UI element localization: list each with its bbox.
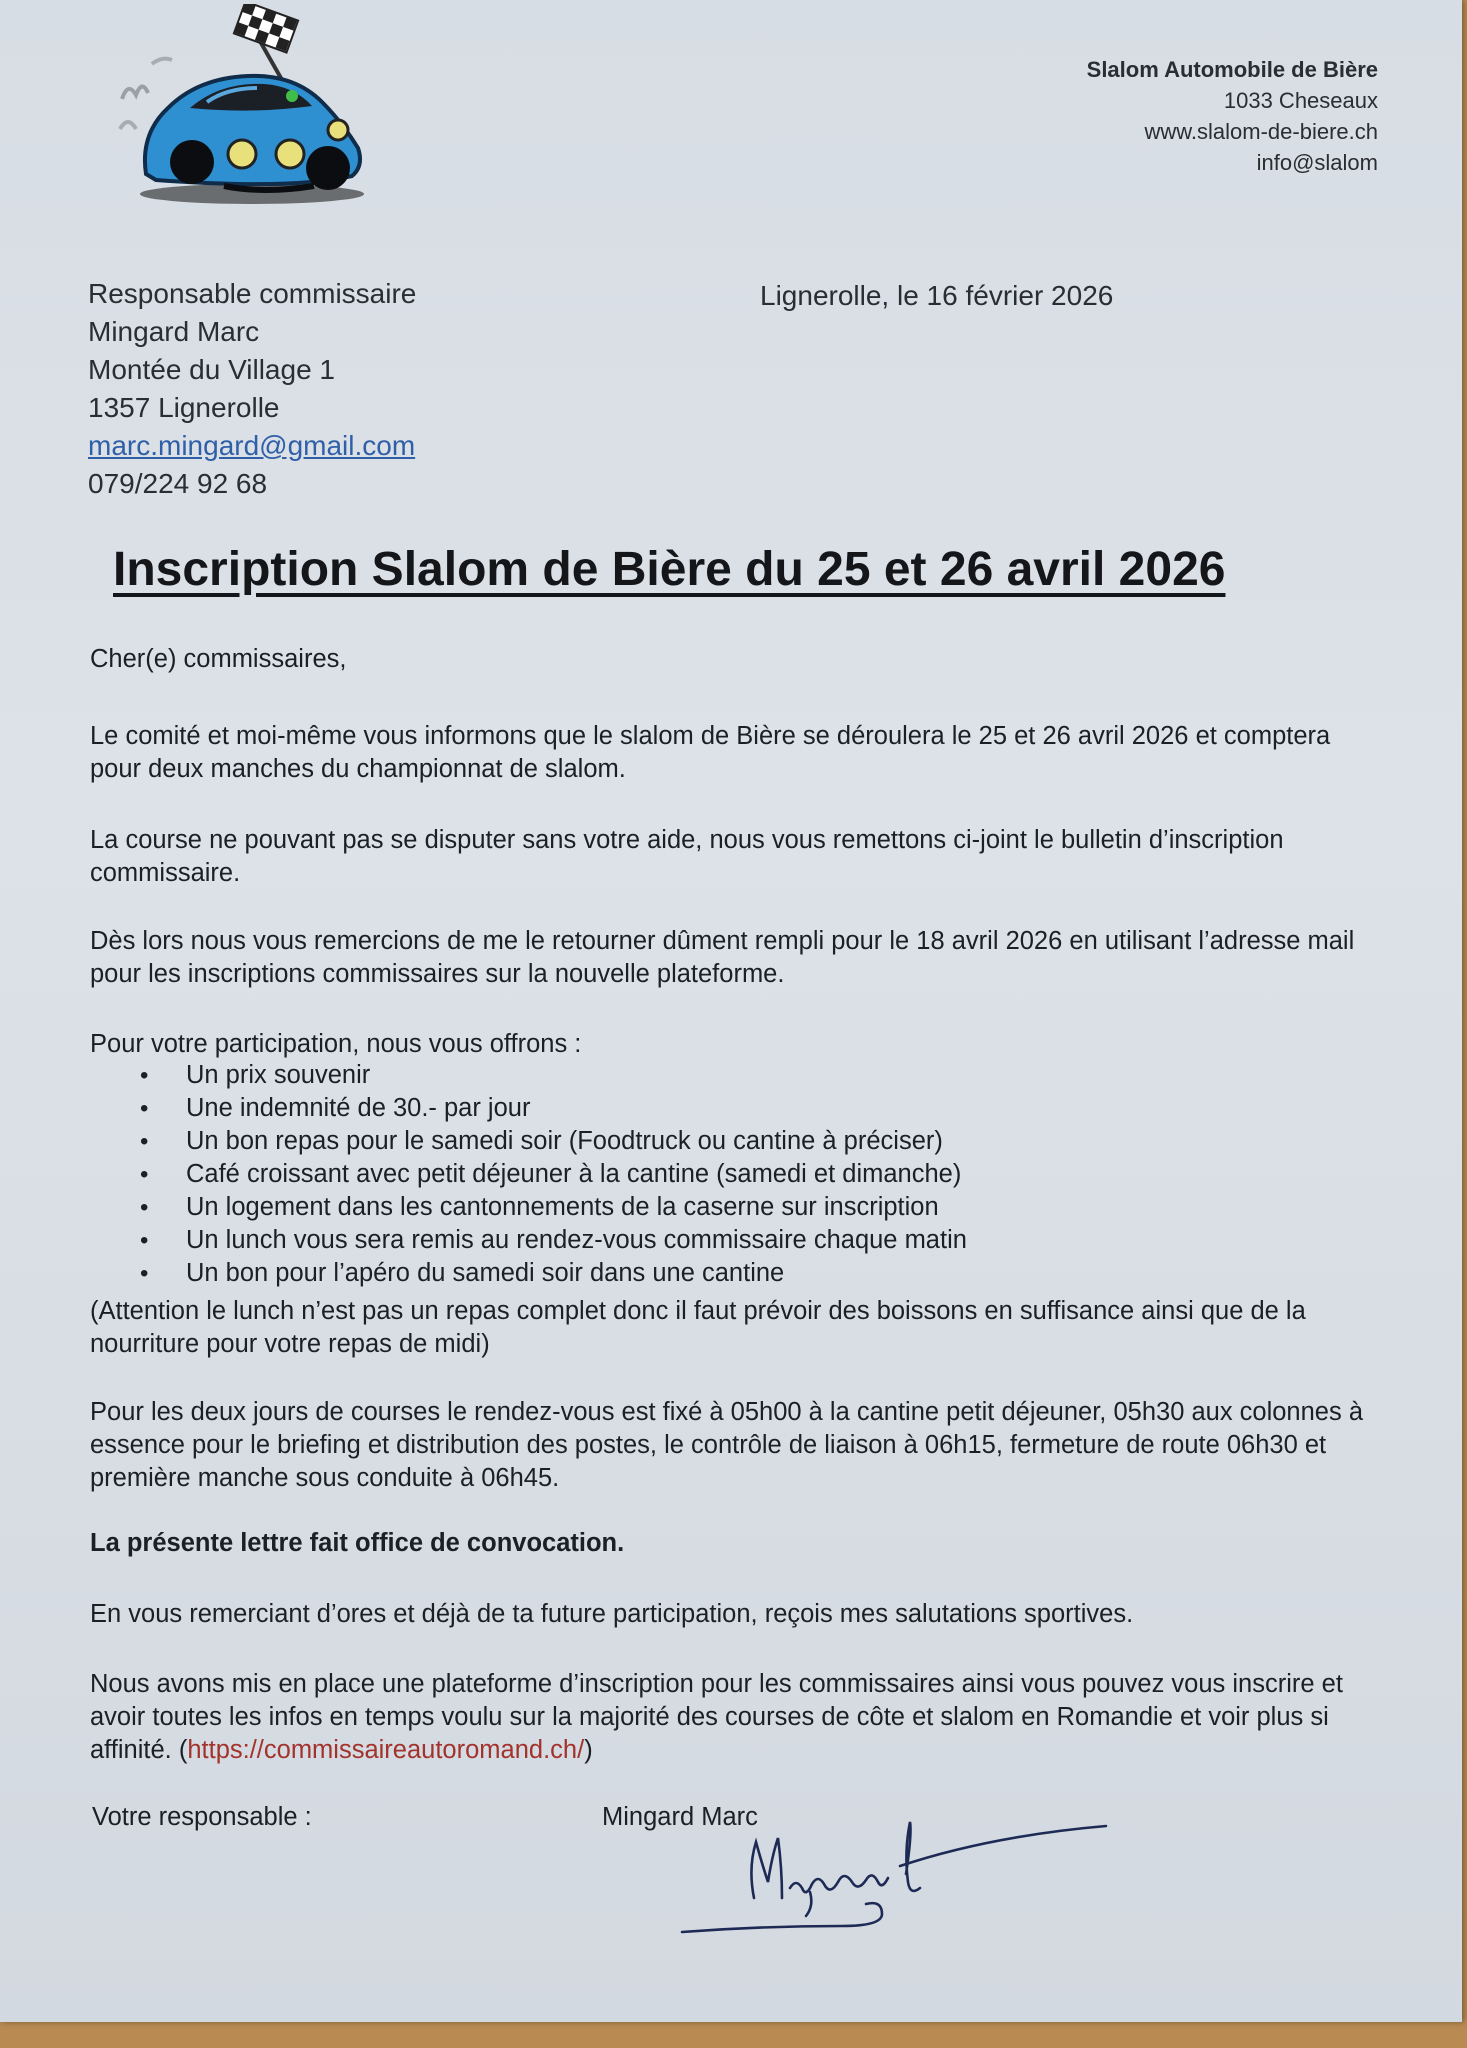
- sender-city: 1357 Lignerolle: [88, 392, 280, 423]
- list-item: • Un bon repas pour le samedi soir (Foodtruck ou cantine à préciser): [140, 1125, 1340, 1158]
- paragraph-convocation: La présente lettre fait office de convocation.: [90, 1529, 625, 1557]
- paragraph-deadline: Dès lors nous vous remercions de me le retourner dûment rempli pour le 18 avril 2026 en utilisant l’adresse mail pour les inscriptions commissaires sur la nouvelle plateforme.: [90, 927, 1355, 988]
- checkered-flag-icon: [234, 4, 298, 53]
- sender-role: Responsable commissaire: [88, 278, 417, 309]
- sender-email-link[interactable]: marc.mingard@gmail.com: [88, 430, 416, 461]
- organization-header: [1087, 54, 1378, 178]
- organization-email[interactable]: info@slalom: [1256, 150, 1378, 175]
- paragraph-platform: [90, 1668, 1380, 1767]
- letter-title: Inscription Slalom de Bière du 25 et 26 avril 2026: [113, 543, 1226, 596]
- list-item: • Une indemnité de 30.- par jour: [140, 1092, 1340, 1125]
- list-item: • Un logement dans les cantonnements de la caserne sur inscription: [140, 1191, 1340, 1224]
- sender-address: [88, 275, 416, 503]
- signature-image: [670, 1820, 1110, 1940]
- paragraph-intro: Le comité et moi-même vous informons que le slalom de Bière se déroulera le 25 et 26 avril 2026 et comptera pour deux manches du championnat de slalom.: [90, 722, 1331, 783]
- list-item: • Café croissant avec petit déjeuner à la cantine (samedi et dimanche): [140, 1158, 1340, 1191]
- closing-label: Votre responsable :: [92, 1803, 312, 1831]
- greeting: Cher(e) commissaires,: [90, 645, 347, 673]
- list-item: • Un bon pour l’apéro du samedi soir dans une cantine: [140, 1257, 1340, 1290]
- paragraph-offer-intro: Pour votre participation, nous vous offrons :: [90, 1030, 582, 1058]
- sender-name: Mingard Marc: [88, 316, 260, 347]
- platform-link[interactable]: https://commissaireautoromand.ch/: [187, 1736, 585, 1764]
- organization-website[interactable]: www.slalom-de-biere.ch: [1144, 119, 1378, 144]
- benefits-list: [140, 1059, 1340, 1290]
- sender-phone: 079/224 92 68: [88, 468, 268, 499]
- paragraph-lunch-note: (Attention le lunch n’est pas un repas complet donc il faut prévoir des boissons en suffisance ainsi que de la nourriture pour votre repas de midi): [90, 1297, 1306, 1358]
- organization-name: Slalom Automobile de Bière: [1086, 57, 1378, 82]
- sender-street: Montée du Village 1: [88, 354, 335, 385]
- race-car-logo-icon: [112, 4, 392, 210]
- list-item: • Un prix souvenir: [140, 1059, 1340, 1092]
- paragraph-schedule: Pour les deux jours de courses le rendez-vous est fixé à 05h00 à la cantine petit déjeuner, 05h30 aux colonnes à essence pour le briefing et distribution des postes, le contrôle de liaison à 06h15, fermeture de route 06h30 et première manche sous conduite à 06h45.: [90, 1398, 1363, 1492]
- organization-city: 1033 Cheseaux: [1223, 88, 1378, 113]
- platform-text: Nous avons mis en place une plateforme d’inscription pour les commissaires ainsi vous pouvez vous inscrire et avoir toutes les infos en temps voulu sur la majorité des courses de côte et slalom en Romandie et voir plus si affinité. (: [90, 1670, 1343, 1764]
- paragraph-thanks: En vous remerciant d’ores et déjà de ta future participation, reçois mes salutations sportives.: [90, 1600, 1134, 1628]
- platform-text-end: ): [584, 1736, 593, 1764]
- letter-date: Lignerolle, le 16 février 2026: [760, 280, 1114, 311]
- closing-name: Mingard Marc: [602, 1803, 758, 1831]
- list-item: • Un lunch vous sera remis au rendez-vous commissaire chaque matin: [140, 1224, 1340, 1257]
- paragraph-bulletin: La course ne pouvant pas se disputer sans votre aide, nous vous remettons ci-joint le bulletin d’inscription commissaire.: [90, 826, 1284, 887]
